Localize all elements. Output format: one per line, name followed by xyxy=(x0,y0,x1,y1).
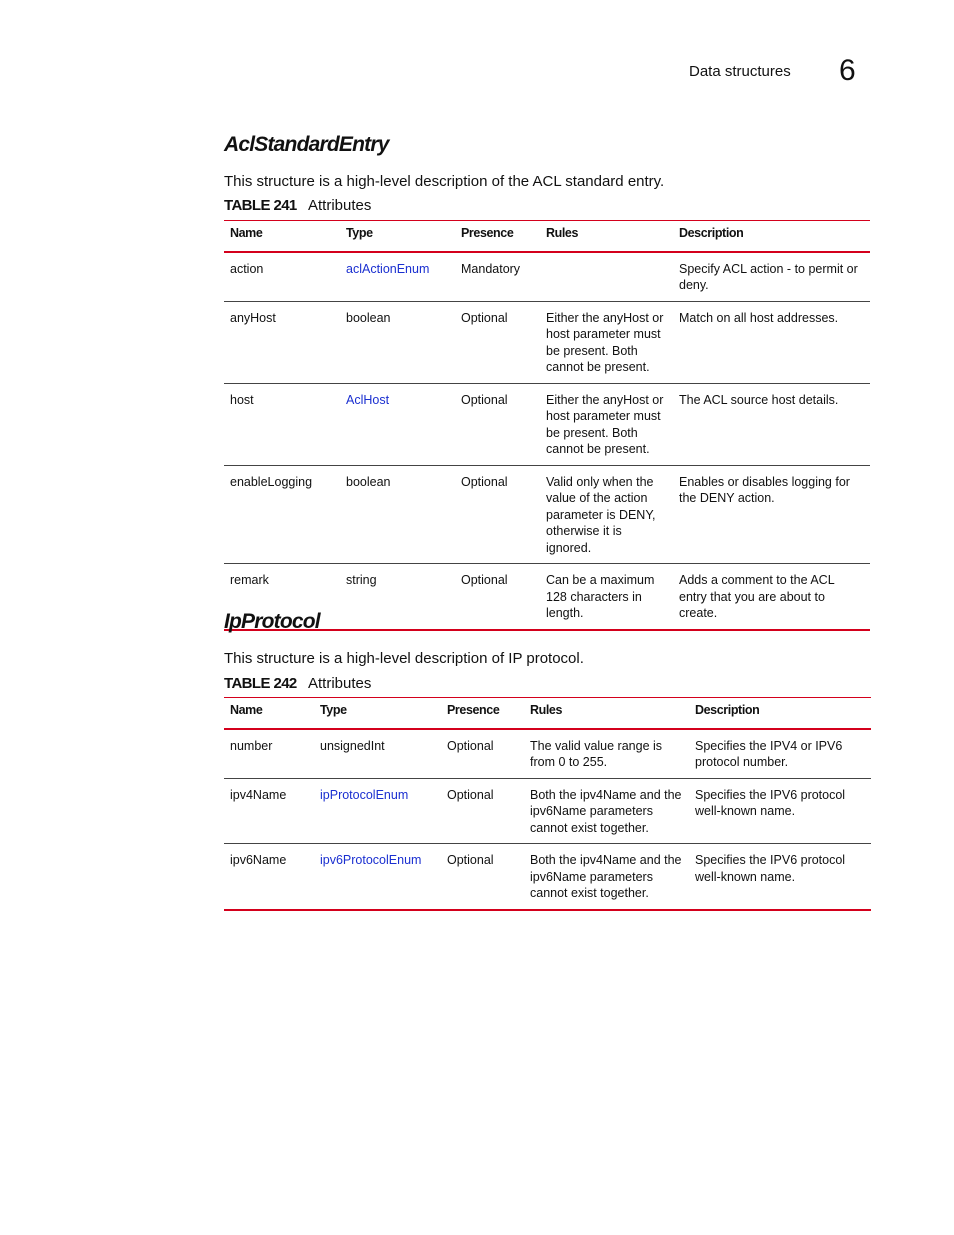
chapter-title: Data structures xyxy=(689,63,791,80)
cell-rules: Either the anyHost or host parameter must be present. Both cannot be present. xyxy=(540,383,673,465)
cell-rules: Can be a maximum 128 characters in length. xyxy=(540,564,673,630)
cell-presence: Optional xyxy=(455,465,540,564)
chapter-number: 6 xyxy=(839,54,856,87)
cell-description: The ACL source host details. xyxy=(673,383,870,465)
cell-description: Specifies the IPV4 or IPV6 protocol number. xyxy=(689,729,871,779)
column-header: Presence xyxy=(455,221,540,252)
type-link[interactable]: ipv6ProtocolEnum xyxy=(320,853,422,867)
section-title-ipprotocol: IpProtocol xyxy=(224,610,320,633)
column-header: Rules xyxy=(540,221,673,252)
column-header: Type xyxy=(314,698,441,729)
cell-description: Enables or disables logging for the DENY action. xyxy=(673,465,870,564)
cell-description: Match on all host addresses. xyxy=(673,301,870,383)
cell-type xyxy=(340,252,455,302)
cell-description: Adds a comment to the ACL entry that you are about to create. xyxy=(673,564,870,630)
cell-rules: Either the anyHost or host parameter must be present. Both cannot be present. xyxy=(540,301,673,383)
cell-name: remark xyxy=(224,564,340,630)
table-row xyxy=(224,301,870,383)
column-header: Type xyxy=(340,221,455,252)
table-row xyxy=(224,252,870,302)
section-intro: This structure is a high-level description of IP protocol. xyxy=(224,650,584,667)
cell-type: boolean xyxy=(340,465,455,564)
cell-presence: Optional xyxy=(441,844,524,910)
attributes-table-241 xyxy=(224,220,870,631)
cell-name: enableLogging xyxy=(224,465,340,564)
cell-description: Specify ACL action - to permit or deny. xyxy=(673,252,870,302)
table-header-row xyxy=(224,698,871,729)
cell-type xyxy=(314,778,441,844)
cell-presence: Optional xyxy=(455,383,540,465)
section-intro: This structure is a high-level description of the ACL standard entry. xyxy=(224,173,665,190)
cell-description: Specifies the IPV6 protocol well-known name. xyxy=(689,844,871,910)
column-header: Name xyxy=(224,221,340,252)
cell-presence: Optional xyxy=(455,301,540,383)
cell-name: host xyxy=(224,383,340,465)
table-label: TABLE 241 xyxy=(224,197,297,214)
cell-type xyxy=(314,844,441,910)
table-row xyxy=(224,564,870,630)
table-header-row xyxy=(224,221,870,252)
cell-name: ipv4Name xyxy=(224,778,314,844)
cell-name: action xyxy=(224,252,340,302)
cell-name: number xyxy=(224,729,314,779)
cell-rules: Both the ipv4Name and the ipv6Name parameters cannot exist together. xyxy=(524,844,689,910)
cell-type: unsignedInt xyxy=(314,729,441,779)
cell-description: Specifies the IPV6 protocol well-known name. xyxy=(689,778,871,844)
table-row xyxy=(224,383,870,465)
cell-presence: Mandatory xyxy=(455,252,540,302)
cell-name: anyHost xyxy=(224,301,340,383)
cell-type xyxy=(340,383,455,465)
attributes-table-242 xyxy=(224,697,871,911)
column-header: Description xyxy=(673,221,870,252)
table-label: TABLE 242 xyxy=(224,675,297,692)
type-link[interactable]: AclHost xyxy=(346,392,390,407)
table-caption-text: Attributes xyxy=(308,675,372,692)
table-row xyxy=(224,844,871,910)
cell-presence: Optional xyxy=(441,729,524,779)
cell-rules: Valid only when the value of the action parameter is DENY, otherwise it is ignored. xyxy=(540,465,673,564)
cell-name: ipv6Name xyxy=(224,844,314,910)
table-caption xyxy=(224,675,371,692)
table-caption-text: Attributes xyxy=(308,197,372,214)
cell-rules: The valid value range is from 0 to 255. xyxy=(524,729,689,779)
cell-presence: Optional xyxy=(455,564,540,630)
table-row xyxy=(224,729,871,779)
cell-rules xyxy=(540,252,673,302)
section-title-aclstandardentry: AclStandardEntry xyxy=(224,133,389,156)
table-row xyxy=(224,465,870,564)
type-link[interactable]: ipProtocolEnum xyxy=(320,787,409,802)
type-link[interactable]: aclActionEnum xyxy=(346,261,430,276)
cell-type: boolean xyxy=(340,301,455,383)
table-row xyxy=(224,778,871,844)
column-header: Presence xyxy=(441,698,524,729)
cell-rules: Both the ipv4Name and the ipv6Name parameters cannot exist together. xyxy=(524,778,689,844)
table-caption xyxy=(224,197,371,214)
column-header: Name xyxy=(224,698,314,729)
column-header: Rules xyxy=(524,698,689,729)
cell-presence: Optional xyxy=(441,778,524,844)
column-header: Description xyxy=(689,698,871,729)
cell-type: string xyxy=(340,564,455,630)
